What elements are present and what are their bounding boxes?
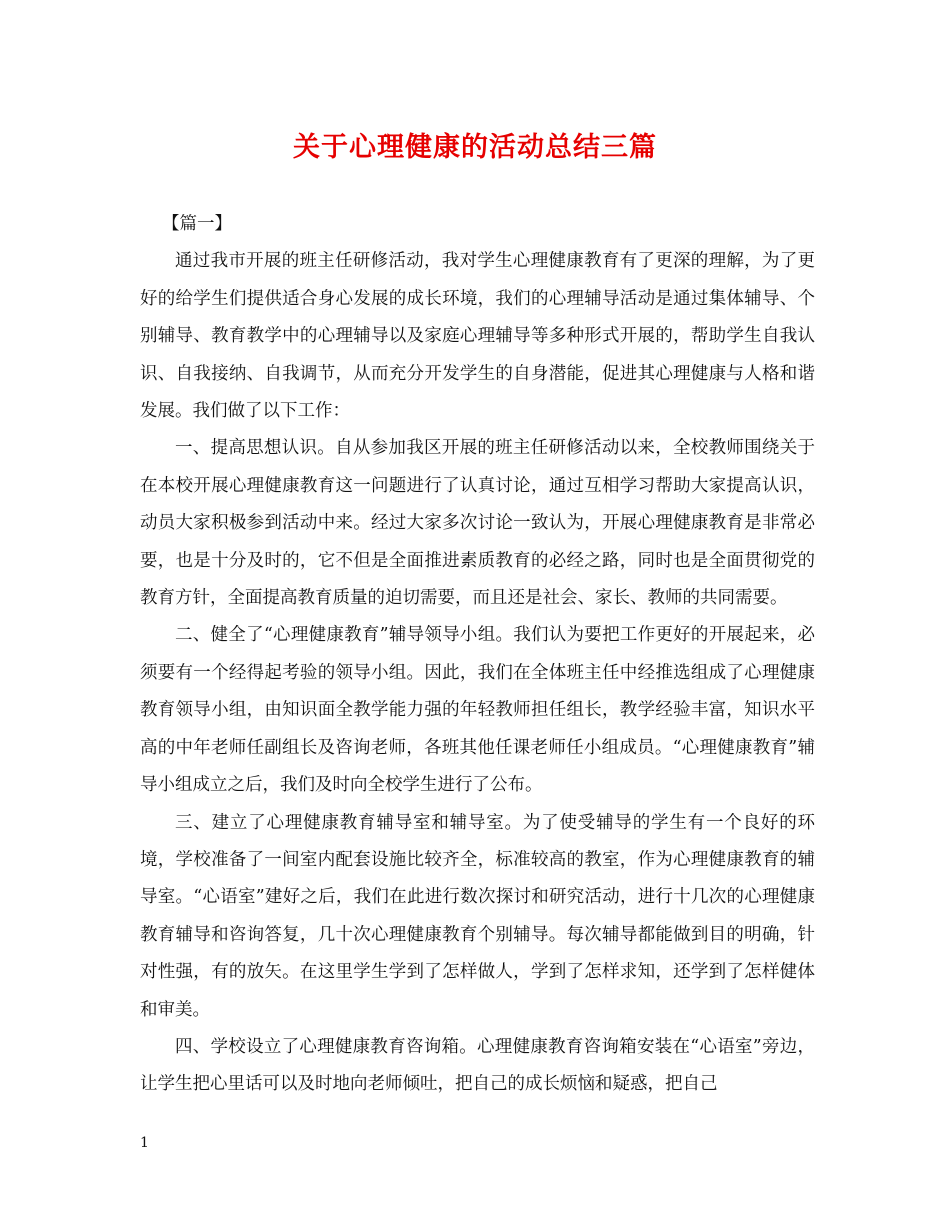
document-body bbox=[140, 206, 815, 1104]
paragraph-item-1: 一、提高思想认识。自从参加我区开展的班主任研修活动以来，全校教师围绕关于在本校开展心理健康教育这一问题进行了认真讨论，通过互相学习帮助大家提高认识，动员大家积极参到活动中来。经过大家多次讨论一致认为，开展心理健康教育是非常必要，也是十分及时的，它不但是全面推进素质教育的必经之路，同时也是全面贯彻党的教育方针，全面提高教育质量的迫切需要，而且还是社会、家长、教师的共同需要。 bbox=[140, 438, 815, 609]
paragraph-item-2: 二、健全了“心理健康教育”辅导领导小组。我们认为要把工作更好的开展起来，必须要有一个经得起考验的领导小组。因此，我们在全体班主任中经推选组成了心理健康教育领导小组，由知识面全教学能力强的年轻教师担任组长，教学经验丰富，知识水平高的中年老师任副组长及咨询老师，各班其他任课老师任小组成员。“心理健康教育”辅导小组成立之后，我们及时向全校学生进行了公布。 bbox=[140, 625, 815, 796]
paragraph-item-4: 四、学校设立了心理健康教育咨询箱。心理健康教育咨询箱安装在“心语室”旁边，让学生把心里话可以及时地向老师倾吐，把自己的成长烦恼和疑惑，把自己 bbox=[140, 1036, 815, 1095]
document-title: 关于心理健康的活动总结三篇 bbox=[293, 132, 657, 163]
page-number: 1 bbox=[140, 1135, 149, 1151]
paragraph-item-3: 三、建立了心理健康教育辅导室和辅导室。为了使受辅导的学生有一个良好的环境，学校准备了一间室内配套设施比较齐全，标准较高的教室，作为心理健康教育的辅导室。“心语室”建好之后，我们在此进行数次探讨和研究活动，进行十几次的心理健康教育辅导和咨询答复，几十次心理健康教育个别辅导。每次辅导都能做到目的明确，针对性强，有的放矢。在这里学生学到了怎样做人，学到了怎样求知，还学到了怎样健体和审美。 bbox=[140, 812, 815, 1020]
section-label: 【篇一】 bbox=[162, 214, 232, 234]
paragraph-intro: 通过我市开展的班主任研修活动，我对学生心理健康教育有了更深的理解，为了更好的给学生们提供适合身心发展的成长环境，我们的心理辅导活动是通过集体辅导、个别辅导、教育教学中的心理辅导以及家庭心理辅导等多种形式开展的，帮助学生自我认识、自我接纳、自我调节，从而充分开发学生的自身潜能，促进其心理健康与人格和谐发展。我们做了以下工作： bbox=[140, 251, 815, 422]
